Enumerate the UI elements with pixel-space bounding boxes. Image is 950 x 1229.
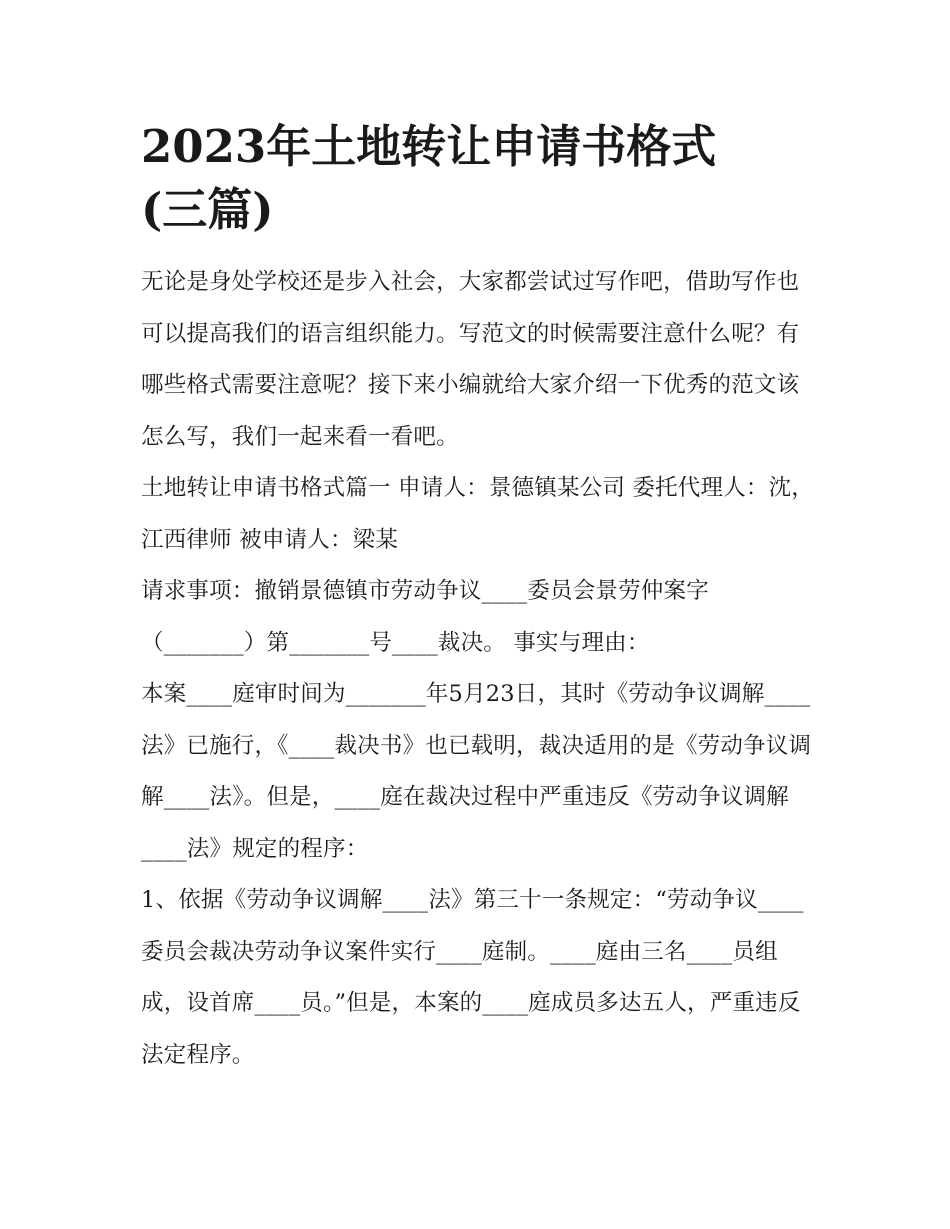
title-line-1: 2023年土地转让申请书格式 (141, 120, 717, 173)
document-body (141, 257, 816, 1081)
request-paragraph: 请求事项：撤销景德镇市劳动争议____委员会景劳仲案字（_______）第_______号____裁决。 事实与理由： (141, 578, 709, 656)
intro-paragraph: 无论是身处学校还是步入社会，大家都尝试过写作吧，借助写作也可以提高我们的语言组织能力。写范文的时候需要注意什么呢？有哪些格式需要注意呢？接下来小编就给大家介绍一下优秀的范文该怎么写，我们一起来看一看吧。 (141, 269, 800, 450)
parties-paragraph: 土地转让申请书格式篇一 申请人：景德镇某公司 委托代理人：沈，江西律师 被申请人：梁某 (141, 475, 815, 553)
procedure-paragraph: 1、依据《劳动争议调解____法》第三十一条规定：“劳动争议____委员会裁决劳动争议案件实行____庭制。____庭由三名____员组成，设首席____员。”但是，本案的____庭成员多达五人，严重违反法定程序。 (141, 887, 804, 1068)
title-line-2: (三篇) (141, 183, 274, 236)
facts-paragraph: 本案____庭审时间为_______年5月23日，其时《劳动争议调解____法》已施行，《____裁决书》也已载明，裁决适用的是《劳动争议调解____法》。但是，____庭在裁决过程中严重违反《劳动争议调解____法》规定的程序： (141, 681, 812, 862)
document-page (141, 118, 816, 1081)
document-title (141, 118, 816, 239)
